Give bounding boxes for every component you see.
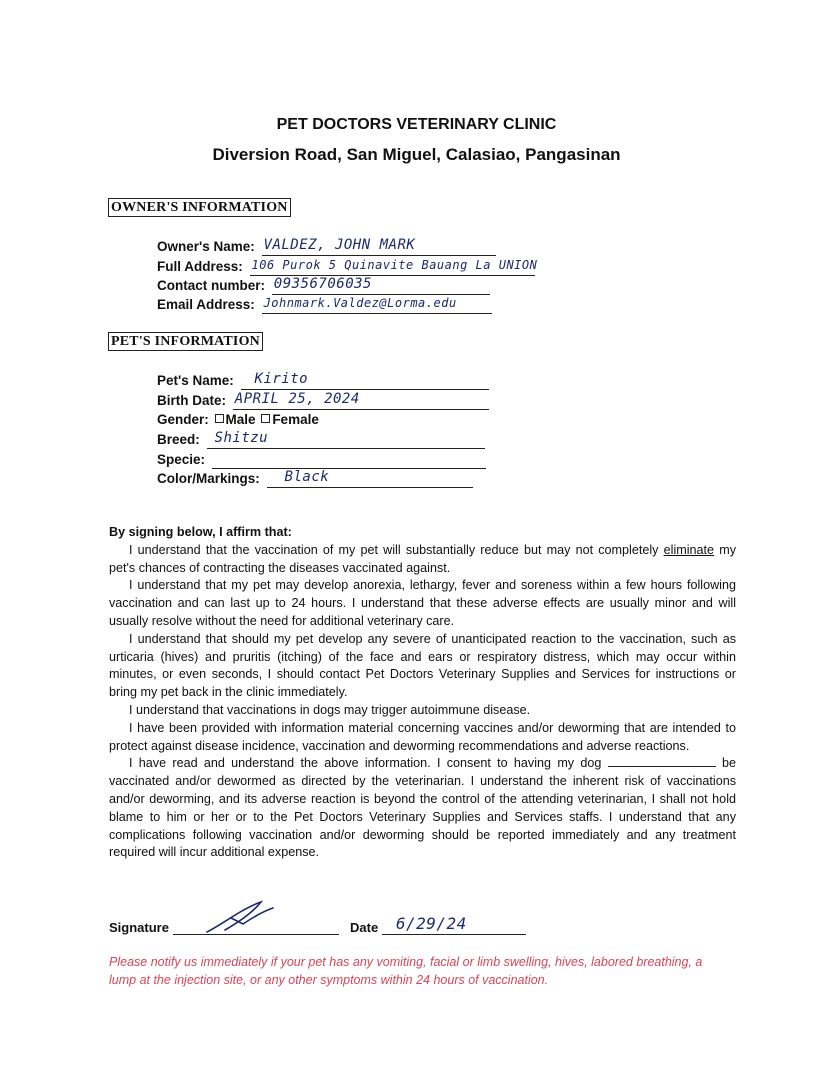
birth-date-label: Birth Date: [157, 393, 227, 408]
owner-email-row [157, 296, 492, 314]
affirmation-text [109, 524, 736, 862]
date-label: Date [350, 920, 379, 935]
affirm-paragraph-2: I understand that my pet may develop anorexia, lethargy, fever and soreness within a few hours following vaccination and can last up to 24 hours. I understand that these adverse effects are usually minor and will usually resolve without the need for additional veterinary care. [109, 578, 736, 628]
date-value: 6/29/24 [395, 914, 467, 933]
owner-email-value: Johnmark.Valdez@Lorma.edu [263, 296, 457, 310]
breed-value: Shitzu [214, 430, 269, 446]
owner-name-label: Owner's Name: [157, 239, 255, 254]
breed-row [157, 431, 485, 449]
birth-date-field[interactable] [233, 393, 489, 410]
male-checkbox[interactable] [215, 414, 224, 423]
pet-name-value: Kirito [254, 371, 309, 387]
gender-row [157, 411, 319, 429]
color-markings-field[interactable] [267, 471, 473, 488]
breed-field[interactable] [207, 432, 485, 449]
date-field[interactable] [382, 914, 526, 935]
owner-email-field[interactable] [262, 297, 492, 314]
specie-row [157, 451, 486, 469]
owner-contact-field[interactable] [272, 278, 490, 295]
owner-email-label: Email Address: [157, 297, 255, 312]
affirm-paragraph-3: I understand that should my pet develop any severe of unanticipated reaction to the vaccination, such as urticaria (hives) and pruritis (itching) of the face and ears or respiratory distress, which may occur within minutes, or even seconds, I should contact Pet Doctors Veterinary Supplies and Services for instructions or bring my pet back in the clinic immediately. [109, 631, 736, 700]
male-option-label: Male [225, 412, 256, 427]
owner-address-field[interactable] [250, 258, 538, 276]
color-markings-value: Black [284, 469, 330, 485]
specie-label: Specie: [157, 452, 206, 467]
gender-label: Gender: [157, 412, 209, 427]
signature-label: Signature [109, 920, 169, 935]
pet-name-row [157, 372, 489, 390]
owner-section-heading: OWNER'S INFORMATION [108, 198, 291, 217]
signature-row [109, 918, 339, 935]
female-option-label: Female [272, 412, 319, 427]
owner-contact-row [157, 277, 490, 295]
signature-field[interactable] [173, 918, 339, 935]
eliminate-underlined: eliminate [663, 542, 715, 557]
owner-address-value: 106 Purok 5 Quinavite Bauang La UNION [251, 258, 538, 272]
owner-address-row [157, 258, 538, 276]
affirm-paragraph-1: I understand that the vaccination of my pet will substantially reduce but may not completely eliminate my pet's chances of contracting the diseases vaccinated against. [109, 542, 737, 575]
clinic-name: PET DOCTORS VETERINARY CLINIC [276, 116, 557, 133]
specie-field[interactable] [212, 452, 486, 469]
birth-date-row [157, 392, 489, 410]
owner-address-label: Full Address: [157, 259, 243, 274]
affirm-paragraph-5: I have been provided with information material concerning vaccines and/or deworming that are intended to protect against disease incidence, vaccination and deworming recommendations and adverse reactions. [109, 720, 736, 753]
color-markings-row [157, 470, 473, 488]
owner-contact-value: 09356706035 [273, 276, 372, 292]
signature-scribble-icon [203, 898, 283, 938]
color-markings-label: Color/Markings: [157, 471, 260, 486]
owner-name-row [157, 238, 496, 256]
birth-date-value: APRIL 25, 2024 [234, 391, 360, 407]
female-checkbox[interactable] [261, 414, 270, 423]
owner-name-value: VALDEZ, JOHN MARK [263, 237, 416, 253]
breed-label: Breed: [157, 432, 200, 447]
post-vaccination-notice: Please notify us immediately if your pet has any vomiting, facial or limb swelling, hives, labored breathing, a lump at the injection site, or any other symptoms within 24 hours of vaccination. [109, 955, 703, 987]
pet-name-label: Pet's Name: [157, 373, 234, 388]
date-row [350, 914, 526, 935]
owner-name-field[interactable] [262, 239, 496, 256]
pet-section-heading: PET'S INFORMATION [108, 332, 263, 351]
affirm-paragraph-4: I understand that vaccinations in dogs may trigger autoimmune disease. [129, 702, 531, 717]
pet-name-field[interactable] [241, 373, 489, 390]
dog-name-blank[interactable] [608, 755, 716, 767]
affirm-paragraph-6: I have read and understand the above information. I consent to having my dog be vaccinated and/or dewormed as directed by the veterinarian. I understand the inherent risk of vaccinations and/or deworming, and its adverse reaction is beyond the control of the attending veterinarian, I shall not hold blame to him or her or to the Pet Doctors Veterinary Supplies and Services staffs. I understand that any complications following vaccination and/or deworming should be reported immediately and any treatment required will incur additional expense. [109, 756, 737, 860]
owner-contact-label: Contact number: [157, 278, 265, 293]
clinic-address: Diversion Road, San Miguel, Calasiao, Pangasinan [212, 145, 621, 164]
affirm-lead: By signing below, I affirm that: [109, 525, 292, 539]
